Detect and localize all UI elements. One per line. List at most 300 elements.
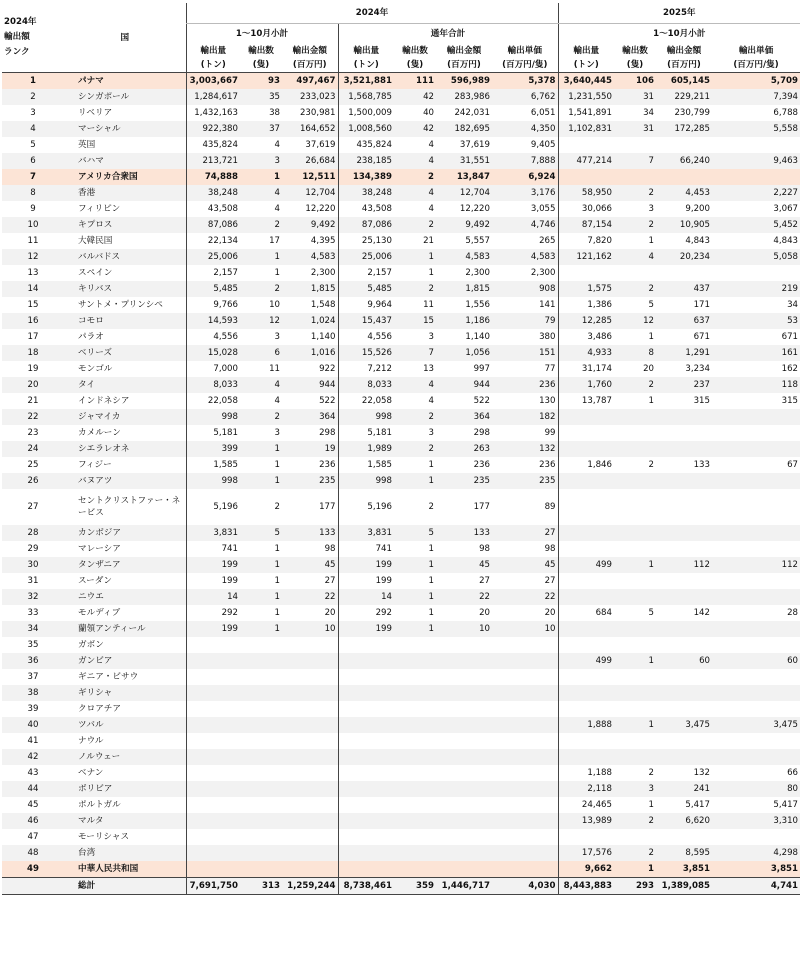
cell-value <box>338 733 394 749</box>
rank-header-line2: 輸出額 <box>4 32 30 42</box>
cell-value <box>614 733 656 749</box>
cell-value: 1,548 <box>310 300 336 310</box>
cell-value: 4,741 <box>712 878 800 895</box>
col-header-unit: 輸出単価 <box>712 44 800 58</box>
cell-value: 4,583 <box>492 249 558 265</box>
cell-value <box>614 137 656 153</box>
table-body <box>2 73 800 895</box>
col-header-amount: 輸出金額 <box>436 44 492 58</box>
cell-value <box>712 169 800 185</box>
country-cell: リベリア <box>78 108 113 118</box>
cell-value <box>394 781 436 797</box>
cell-value <box>282 781 338 797</box>
table-row <box>2 861 800 878</box>
cell-value: 3,234 <box>685 364 710 374</box>
cell-value <box>656 701 712 717</box>
cell-value: 141 <box>539 300 556 310</box>
cell-value <box>240 653 282 669</box>
table-row <box>2 153 800 169</box>
country-cell: モルディブ <box>78 608 121 618</box>
cell-value: 2 <box>394 169 436 185</box>
cell-value <box>614 589 656 605</box>
cell-value: 315 <box>781 396 799 406</box>
cell-value: 45 <box>492 557 558 573</box>
cell-value <box>282 829 338 845</box>
cell-value <box>492 685 558 701</box>
cell-value: 14,593 <box>186 313 240 329</box>
cell-value <box>656 265 712 281</box>
cell-value: 4 <box>240 377 282 393</box>
cell-value: 4,556 <box>186 329 240 345</box>
rank-cell: 29 <box>27 544 39 554</box>
cell-value <box>240 669 282 685</box>
cell-value: 741 <box>186 541 240 557</box>
cell-value <box>656 425 712 441</box>
country-cell: ガボン <box>78 640 104 650</box>
cell-value <box>656 541 712 557</box>
cell-value <box>492 781 558 797</box>
cell-value: 12 <box>240 313 282 329</box>
cell-value <box>240 829 282 845</box>
cell-value <box>712 589 800 605</box>
cell-value <box>338 717 394 733</box>
cell-value: 1,556 <box>465 300 490 310</box>
cell-value: 37,619 <box>459 140 490 150</box>
rank-cell: 1 <box>2 73 64 90</box>
cell-value <box>712 573 800 589</box>
cell-value: 3 <box>648 204 654 214</box>
rank-cell: 18 <box>2 345 64 361</box>
cell-value: 1 <box>648 396 654 406</box>
cell-value: 1,016 <box>282 345 338 361</box>
cell-value <box>712 137 800 153</box>
cell-value: 2 <box>240 281 282 297</box>
cell-value: 37,619 <box>305 140 336 150</box>
cell-value: 1,888 <box>558 717 614 733</box>
cell-value: 1 <box>648 332 654 342</box>
cell-value <box>186 669 240 685</box>
cell-value: 118 <box>712 377 800 393</box>
cell-value: 162 <box>781 364 799 374</box>
col-header-count-unit: (隻) <box>240 58 282 73</box>
rank-cell: 28 <box>2 525 64 541</box>
cell-value: 8 <box>614 345 656 361</box>
cell-value <box>712 701 800 717</box>
cell-value: 5 <box>240 525 282 541</box>
cell-value: 3 <box>428 428 434 438</box>
cell-value: 34 <box>787 300 799 310</box>
cell-value: 5,558 <box>712 121 800 137</box>
cell-value: 2 <box>614 185 656 201</box>
cell-value: 3,055 <box>530 204 556 214</box>
table-row <box>2 717 800 733</box>
cell-value: 9,492 <box>282 217 338 233</box>
cell-value <box>614 621 656 637</box>
table-row <box>2 217 800 233</box>
cell-value: 199 <box>186 573 240 589</box>
cell-value: 20,234 <box>656 249 712 265</box>
cell-value: 199 <box>186 557 240 573</box>
country-cell: ジャマイカ <box>64 409 186 425</box>
cell-value <box>394 733 436 749</box>
cell-value: 1 <box>428 544 434 554</box>
cell-value <box>338 781 394 797</box>
cell-value: 31 <box>614 89 656 105</box>
cell-value: 22,134 <box>186 233 240 249</box>
country-cell: アメリカ合衆国 <box>64 169 186 185</box>
cell-value: 1 <box>648 800 654 810</box>
rank-cell: 2 <box>2 89 64 105</box>
cell-value: 2 <box>614 217 656 233</box>
table-row <box>2 653 800 669</box>
cell-value: 79 <box>492 313 558 329</box>
cell-value: 1 <box>394 621 436 637</box>
cell-value: 4 <box>274 204 280 214</box>
cell-value <box>712 829 800 845</box>
cell-value: 2 <box>274 502 280 512</box>
cell-value: 237 <box>656 377 712 393</box>
rank-cell: 36 <box>2 653 64 669</box>
cell-value: 31,174 <box>558 361 614 377</box>
cell-value <box>282 845 338 861</box>
cell-value: 35 <box>240 89 282 105</box>
cell-value: 435,824 <box>186 137 240 153</box>
cell-value: 219 <box>712 281 800 297</box>
cell-value <box>394 653 436 669</box>
cell-value <box>558 589 614 605</box>
cell-value: 2 <box>394 441 436 457</box>
rank-cell: 42 <box>2 749 64 765</box>
cell-value <box>240 685 282 701</box>
table-row <box>2 701 800 717</box>
cell-value: 2 <box>394 217 436 233</box>
country-cell: 中華人民共和国 <box>64 861 186 878</box>
subtotal-2025-header: 1～10月小計 <box>558 24 800 45</box>
cell-value: 26,684 <box>282 153 338 169</box>
cell-value <box>712 541 800 557</box>
cell-value: 45 <box>282 557 338 573</box>
cell-value: 2 <box>614 377 656 393</box>
cell-value: 53 <box>712 313 800 329</box>
rank-cell: 4 <box>2 121 64 137</box>
cell-value: 3,521,881 <box>338 73 394 90</box>
country-cell: クロアチア <box>78 704 121 714</box>
cell-value <box>492 845 558 861</box>
cell-value: 25,006 <box>338 249 394 265</box>
cell-value: 121,162 <box>558 249 614 265</box>
cell-value <box>656 829 712 845</box>
cell-value: 27 <box>479 576 490 586</box>
country-cell: 英国 <box>78 140 96 150</box>
country-cell: バヌアツ <box>64 473 186 489</box>
cell-value: 27 <box>324 576 336 586</box>
cell-value: 10,905 <box>656 217 712 233</box>
cell-value: 10 <box>282 621 338 637</box>
cell-value: 3 <box>428 332 434 342</box>
cell-value: 4,298 <box>712 845 800 861</box>
cell-value: 87,154 <box>558 217 614 233</box>
cell-value: 8,443,883 <box>558 878 614 895</box>
cell-value: 3,831 <box>186 525 240 541</box>
cell-value: 1 <box>240 249 282 265</box>
cell-value: 298 <box>473 428 490 438</box>
table-row <box>2 121 800 137</box>
cell-value: 6,620 <box>656 813 712 829</box>
cell-value: 182,695 <box>436 121 492 137</box>
cell-value: 1 <box>394 589 436 605</box>
cell-value <box>436 861 492 878</box>
rank-cell: 8 <box>2 185 64 201</box>
cell-value: 43,508 <box>186 201 240 217</box>
cell-value <box>656 733 712 749</box>
cell-value: 238,185 <box>338 153 394 169</box>
cell-value: 5 <box>648 300 654 310</box>
cell-value: 522 <box>319 396 336 406</box>
cell-value <box>240 701 282 717</box>
cell-value: 1,846 <box>558 457 614 473</box>
cell-value <box>282 861 338 878</box>
col-header-unit: 輸出単価 <box>492 44 558 58</box>
rank-cell: 23 <box>27 428 39 438</box>
cell-value <box>558 425 614 441</box>
rank-cell: 3 <box>30 108 36 118</box>
cell-value: 1,056 <box>436 345 492 361</box>
cell-value: 4 <box>240 185 282 201</box>
cell-value <box>240 861 282 878</box>
cell-value: 8,738,461 <box>338 878 394 895</box>
cell-value: 3,067 <box>773 204 799 214</box>
country-cell: ベリーズ <box>64 345 186 361</box>
table-row <box>2 441 800 457</box>
rank-cell: 6 <box>2 153 64 169</box>
cell-value: 1 <box>240 441 282 457</box>
country-cell: フィジー <box>78 460 112 470</box>
cell-value: 1,815 <box>436 281 492 297</box>
rank-cell: 13 <box>27 268 39 278</box>
cell-value: 364 <box>282 409 338 425</box>
cell-value: 5 <box>394 525 436 541</box>
table-row <box>2 637 800 653</box>
cell-value: 637 <box>656 313 712 329</box>
cell-value: 130 <box>539 396 556 406</box>
rank-cell: 22 <box>2 409 64 425</box>
cell-value <box>712 637 800 653</box>
cell-value: 24,465 <box>558 797 614 813</box>
cell-value: 2 <box>428 502 434 512</box>
cell-value: 7,212 <box>338 361 394 377</box>
cell-value <box>558 137 614 153</box>
cell-value <box>492 653 558 669</box>
cell-value <box>558 669 614 685</box>
table-row <box>2 685 800 701</box>
cell-value: 182 <box>492 409 558 425</box>
cell-value: 89 <box>544 502 556 512</box>
cell-value <box>186 845 240 861</box>
cell-value: 17,576 <box>558 845 614 861</box>
cell-value: 4,583 <box>282 249 338 265</box>
cell-value: 1 <box>240 557 282 573</box>
cell-value <box>712 425 800 441</box>
rank-cell: 5 <box>30 140 36 150</box>
country-cell: シンガポール <box>64 89 186 105</box>
cell-value: 671 <box>693 332 710 342</box>
cell-value: 22 <box>282 589 338 605</box>
cell-value <box>338 861 394 878</box>
cell-value: 161 <box>712 345 800 361</box>
cell-value <box>656 441 712 457</box>
cell-value: 12 <box>614 313 656 329</box>
cell-value: 38,248 <box>338 185 394 201</box>
cell-value: 1 <box>274 460 280 470</box>
cell-value: 58,950 <box>558 185 614 201</box>
table-row <box>2 589 800 605</box>
cell-value <box>394 861 436 878</box>
cell-value <box>558 541 614 557</box>
table-row <box>2 249 800 265</box>
cell-value: 3 <box>274 332 280 342</box>
cell-value: 1 <box>428 268 434 278</box>
table-row <box>2 393 800 409</box>
cell-value: 1,568,785 <box>338 89 394 105</box>
rank-cell: 7 <box>2 169 64 185</box>
cell-value: 199 <box>338 621 394 637</box>
cell-value <box>712 525 800 541</box>
cell-value: 12,704 <box>436 185 492 201</box>
cell-value <box>558 829 614 845</box>
cell-value: 5,378 <box>492 73 558 90</box>
cell-value: 30,066 <box>558 201 614 217</box>
cell-value <box>394 669 436 685</box>
cell-value: 1,389,085 <box>656 878 712 895</box>
cell-value: 177 <box>473 502 490 512</box>
cell-value <box>186 733 240 749</box>
rank-cell: 25 <box>27 460 39 470</box>
cell-value: 242,031 <box>454 108 490 118</box>
cell-value: 164,652 <box>282 121 338 137</box>
table-row <box>2 105 800 121</box>
rank-cell: 40 <box>2 717 64 733</box>
cell-value <box>712 621 800 637</box>
cell-value: 27 <box>492 525 558 541</box>
col-header-qty-unit: (トン) <box>186 58 240 73</box>
cell-value: 20 <box>544 608 556 618</box>
col-header-amount-unit: (百万円) <box>656 58 712 73</box>
year-2024-header: 2024年 <box>186 3 558 24</box>
cell-value: 1 <box>240 589 282 605</box>
cell-value: 132 <box>492 441 558 457</box>
table-row <box>2 425 800 441</box>
cell-value: 605,145 <box>656 73 712 90</box>
table-row <box>2 137 800 153</box>
cell-value <box>558 473 614 489</box>
country-cell: ポルトガル <box>78 800 121 810</box>
cell-value: 27 <box>544 576 556 586</box>
cell-value: 298 <box>319 428 336 438</box>
country-cell: パナマ <box>64 73 186 90</box>
country-cell: マーシャル <box>64 121 186 137</box>
rank-cell: 11 <box>27 236 39 246</box>
col-header-amount: 輸出金額 <box>282 44 338 58</box>
cell-value: 3 <box>614 781 656 797</box>
country-cell: カンボジア <box>64 525 186 541</box>
cell-value: 12,220 <box>305 204 336 214</box>
cell-value <box>614 829 656 845</box>
cell-value: 2,300 <box>465 268 490 278</box>
cell-value: 4 <box>394 153 436 169</box>
country-cell: フィリピン <box>78 204 121 214</box>
cell-value: 1,231,550 <box>558 89 614 105</box>
country-cell: キプロス <box>64 217 186 233</box>
cell-value: 4,843 <box>773 236 799 246</box>
cell-value: 22 <box>436 589 492 605</box>
country-cell: サントメ・プリンシペ <box>78 300 163 310</box>
country-cell: パラオ <box>78 332 104 342</box>
cell-value: 497,467 <box>282 73 338 90</box>
country-cell: ガンビア <box>64 653 186 669</box>
cell-value: 5,485 <box>338 281 394 297</box>
col-header-amount-unit: (百万円) <box>282 58 338 73</box>
cell-value: 1,432,163 <box>186 105 240 121</box>
cell-value <box>558 621 614 637</box>
cell-value: 133 <box>693 460 710 470</box>
country-cell: ベナン <box>78 768 104 778</box>
cell-value: 28 <box>787 608 799 618</box>
cell-value: 42 <box>394 89 436 105</box>
cell-value: 5,417 <box>685 800 710 810</box>
rank-cell: 32 <box>2 589 64 605</box>
col-header-qty-unit: (トン) <box>558 58 614 73</box>
cell-value <box>394 637 436 653</box>
table-row <box>2 541 800 557</box>
cell-value: 3,640,445 <box>558 73 614 90</box>
year-2025-header: 2025年 <box>558 3 800 24</box>
cell-value: 7,000 <box>186 361 240 377</box>
rank-header <box>2 3 64 73</box>
rank-cell: 38 <box>2 685 64 701</box>
table-row <box>2 765 800 781</box>
rank-cell: 46 <box>2 813 64 829</box>
cell-value <box>558 685 614 701</box>
cell-value: 1 <box>614 717 656 733</box>
cell-value: 9,200 <box>685 204 710 214</box>
rank-cell: 16 <box>2 313 64 329</box>
cell-value: 499 <box>558 653 614 669</box>
cell-value <box>656 525 712 541</box>
table-row <box>2 281 800 297</box>
cell-value: 98 <box>479 544 490 554</box>
cell-value: 4,583 <box>436 249 492 265</box>
cell-value: 5,196 <box>186 489 240 525</box>
rank-cell: 20 <box>2 377 64 393</box>
cell-value: 77 <box>544 364 556 374</box>
table-row <box>2 265 800 281</box>
cell-value: 477,214 <box>558 153 614 169</box>
table-row <box>2 361 800 377</box>
table-row <box>2 845 800 861</box>
cell-value <box>712 441 800 457</box>
cell-value <box>394 797 436 813</box>
rank-cell: 44 <box>2 781 64 797</box>
cell-value: 199 <box>186 621 240 637</box>
cell-value <box>436 685 492 701</box>
cell-value: 229,211 <box>656 89 712 105</box>
cell-value: 8,595 <box>656 845 712 861</box>
cell-value: 1,008,560 <box>338 121 394 137</box>
cell-value: 4 <box>614 249 656 265</box>
cell-value: 20 <box>643 364 654 374</box>
cell-value: 1,024 <box>282 313 338 329</box>
cell-value <box>394 749 436 765</box>
